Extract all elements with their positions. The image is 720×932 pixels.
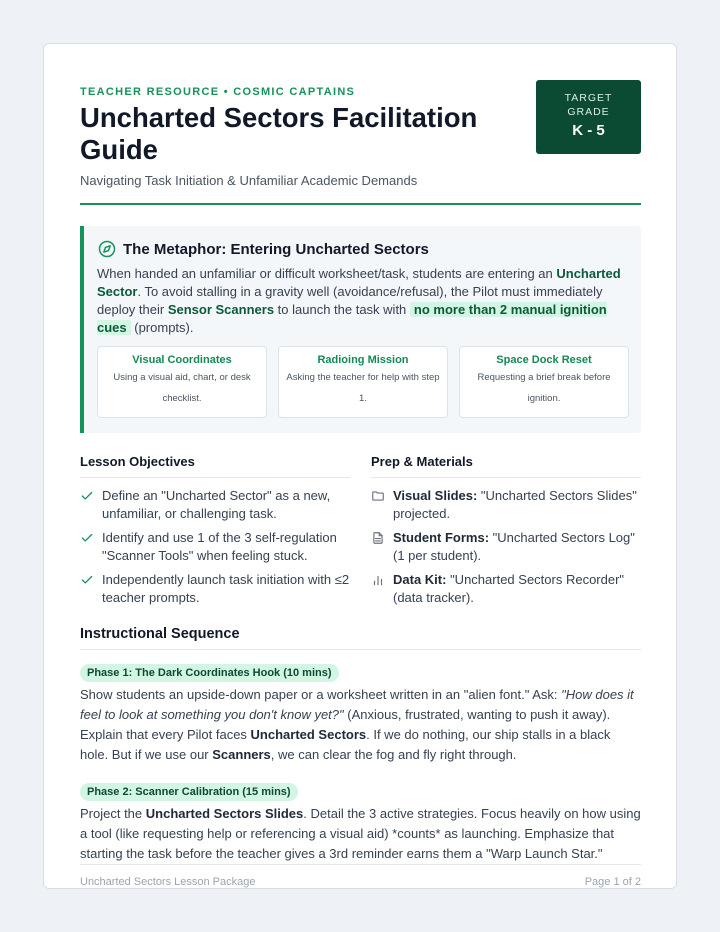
eyebrow-label: TEACHER RESOURCE • COSMIC CAPTAINS (80, 86, 356, 98)
list-item (80, 529, 350, 564)
prep-materials-section (371, 454, 641, 613)
phase-1-text-1: Show students an upside-down paper or a worksheet written in an "alien font." Ask: (80, 687, 562, 702)
phase-2-badge: Phase 2: Scanner Calibration (15 mins) (80, 783, 298, 801)
strategy-card-title: Visual Coordinates (132, 354, 232, 366)
materials-list (371, 487, 641, 606)
strategy-card-desc: Using a visual aid, chart, or desk checklist. (113, 372, 251, 404)
metaphor-text-3: to launch the task with (274, 302, 410, 317)
list-item (371, 529, 641, 564)
strategy-card-title: Radioing Mission (317, 354, 409, 366)
material-desc: "Uncharted Sectors Slides" projected. (393, 488, 637, 521)
strategy-cards (97, 346, 629, 418)
metaphor-header (98, 240, 429, 258)
lesson-objectives-section (80, 454, 350, 613)
sequence-heading: Instructional Sequence (80, 626, 641, 650)
objectives-list (80, 487, 350, 606)
phase-2-bold-1: Uncharted Sectors Slides (145, 806, 304, 821)
page-title: Uncharted Sectors Facilitation Guide (80, 102, 478, 165)
material-label: Visual Slides: (393, 488, 478, 503)
metaphor-callout (80, 226, 641, 433)
metaphor-text-4: (prompts). (130, 320, 194, 335)
material-text (393, 529, 641, 564)
check-icon (80, 489, 94, 503)
material-desc: "Uncharted Sectors Log" (1 per student). (393, 530, 635, 563)
phase-1-text (80, 685, 641, 765)
strategy-card-title: Space Dock Reset (496, 354, 592, 366)
material-label: Student Forms: (393, 530, 490, 545)
list-item (371, 571, 641, 606)
strategy-card (459, 346, 629, 418)
metaphor-highlight: no more than 2 manual ignition cues (97, 302, 607, 335)
document-page (43, 43, 677, 889)
metaphor-text-1: When handed an unfamiliar or difficult worksheet/task, students are entering an (97, 266, 557, 281)
material-label: Data Kit: (393, 572, 447, 587)
grade-label-line2: GRADE (567, 106, 610, 118)
page-subtitle: Navigating Task Initiation & Unfamiliar Academic Demands (80, 173, 418, 188)
metaphor-text-2: . To avoid stalling in a gravity well (avoidance/refusal), the Pilot must immediately deploy their (97, 284, 603, 317)
strategy-card (97, 346, 267, 418)
material-desc: "Uncharted Sectors Recorder" (data tracker). (393, 572, 625, 605)
footer-package-name: Uncharted Sectors Lesson Package (80, 876, 256, 888)
metaphor-paragraph (97, 265, 637, 337)
phase-1-text-2: (Anxious, frustrated, wanting to push it away). Explain that every Pilot faces (80, 707, 611, 742)
bar-chart-icon (371, 573, 385, 587)
metaphor-bold-1: Uncharted Sector (97, 266, 621, 299)
objective-text: Independently launch task initiation with ≤2 teacher prompts. (102, 572, 350, 605)
strategy-card (278, 346, 448, 418)
target-grade-badge (536, 80, 641, 154)
phase-2-text (80, 804, 641, 864)
phase-2-text-2: . Detail the 3 active strategies. Focus heavily on how using a tool (like requesting help or referencing a visual aid) *counts* as launching. Emphasize that starting the task before the teacher gives a 3rd reminder earns them a "Warp Launch Star." (80, 806, 641, 861)
objectives-heading: Lesson Objectives (80, 454, 350, 478)
phase-1-badge: Phase 1: The Dark Coordinates Hook (10 mins) (80, 664, 339, 682)
grade-value: K - 5 (572, 122, 605, 139)
document-icon (371, 531, 385, 545)
check-icon (80, 531, 94, 545)
phase-1-quote: "How does it feel to look at something you don't know yet?" (80, 687, 634, 722)
page-footer (80, 864, 641, 888)
objective-text: Identify and use 1 of the 3 self-regulation "Scanner Tools" when feeling stuck. (102, 530, 337, 563)
materials-heading: Prep & Materials (371, 454, 641, 478)
phase-1-bold-1: Uncharted Sectors (250, 727, 367, 742)
footer-page-number: Page 1 of 2 (584, 876, 641, 888)
list-item (80, 571, 350, 606)
phase-1-text-4: , we can clear the fog and fly right through. (270, 747, 517, 762)
compass-icon (98, 240, 116, 258)
check-icon (80, 573, 94, 587)
strategy-card-desc: Requesting a brief break before ignition. (477, 372, 611, 404)
metaphor-title: The Metaphor: Entering Uncharted Sectors (123, 240, 429, 258)
list-item (80, 487, 350, 522)
grade-label-line1: TARGET (564, 92, 613, 104)
material-text (393, 487, 641, 522)
phase-2-text-1: Project the (80, 806, 146, 821)
metaphor-bold-2: Sensor Scanners (167, 302, 275, 317)
objective-text: Define an "Uncharted Sector" as a new, unfamiliar, or challenging task. (102, 488, 331, 521)
header-divider (80, 203, 641, 205)
phase-1-text-3: . If we do nothing, our ship stalls in a black hole. But if we use our (80, 727, 611, 762)
strategy-card-desc: Asking the teacher for help with step 1. (286, 372, 440, 404)
folder-icon (371, 489, 385, 503)
list-item (371, 487, 641, 522)
material-text (393, 571, 641, 606)
phase-1-bold-2: Scanners (212, 747, 271, 762)
